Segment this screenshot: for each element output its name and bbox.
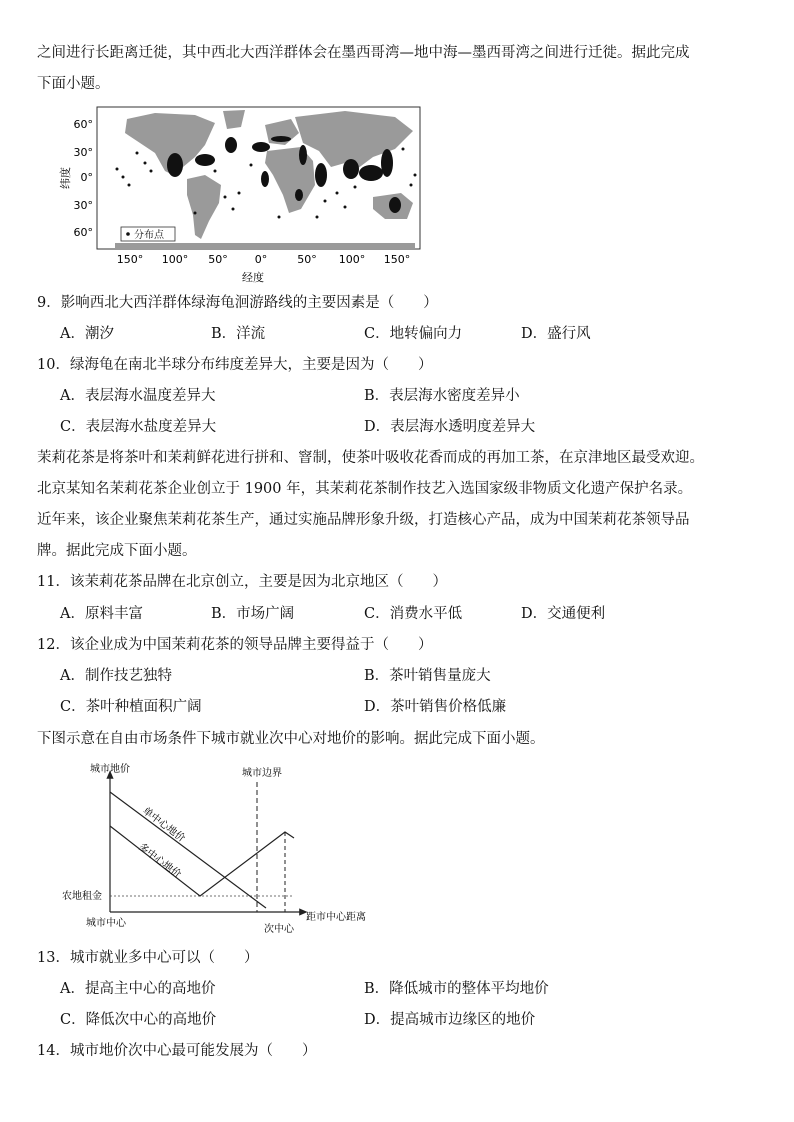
city-center-label: 城市中心: [86, 918, 126, 929]
map-y-tick: 30°: [73, 199, 93, 212]
map-x-tick: 50°: [297, 253, 317, 266]
q9-option-d[interactable]: D．盛行风: [521, 326, 591, 342]
multi-center-label: 多中心地价: [136, 841, 183, 881]
single-center-label: 单中心地价: [140, 805, 187, 845]
map-x-tick: 100°: [161, 253, 189, 266]
question-11: 11．该茉莉花茶品牌在北京创立，主要是因为北京地区（ ）: [37, 574, 447, 590]
world-map-figure: [55, 105, 435, 285]
q10-option-b[interactable]: B．表层海水密度差异小: [364, 388, 520, 404]
q10-option-a[interactable]: A．表层海水温度差异大: [60, 388, 216, 404]
q11-option-c[interactable]: C．消费水平低: [364, 606, 463, 622]
question-14: 14．城市地价次中心最可能发展为（ ）: [37, 1043, 317, 1059]
map-x-label: 经度: [242, 271, 264, 284]
question-9: 9．影响西北大西洋群体绿海龟洄游路线的主要因素是（ ）: [37, 295, 438, 311]
tea-passage-line-2: 北京某知名茉莉花茶企业创立于 1900 年，其茉莉花茶制作技艺入选国家级非物质文化遗产保护名录。: [37, 481, 693, 497]
q13-option-d[interactable]: D．提高城市边缘区的地价: [364, 1012, 536, 1028]
q12-option-a[interactable]: A．制作技艺独特: [60, 668, 172, 684]
land-y-label: 城市地价: [90, 764, 130, 775]
map-x-tick: 150°: [383, 253, 411, 266]
map-x-tick: 0°: [254, 253, 268, 266]
tea-passage-line-1: 茉莉花茶是将茶叶和茉莉鲜花进行拼和、窨制，使茶叶吸收花香而成的再加工茶，在京津地区最受欢迎。: [37, 450, 704, 466]
intro-line-2: 下面小题。: [37, 76, 110, 92]
q11-option-d[interactable]: D．交通便利: [521, 606, 606, 622]
q12-option-b[interactable]: B．茶叶销售量庞大: [364, 668, 491, 684]
map-x-tick: 100°: [338, 253, 366, 266]
farm-rent-label: 农地租金: [62, 891, 102, 902]
map-y-tick: 60°: [73, 118, 93, 131]
q9-option-b[interactable]: B．洋流: [211, 326, 266, 342]
q11-option-b[interactable]: B．市场广阔: [211, 606, 295, 622]
q10-option-c[interactable]: C．表层海水盐度差异大: [60, 419, 217, 435]
land-x-label: 距市中心距离: [306, 912, 366, 923]
map-x-tick: 50°: [208, 253, 228, 266]
tea-passage-line-3: 近年来，该企业聚焦茉莉花茶生产，通过实施品牌形象升级，打造核心产品，成为中国茉莉花茶领导品: [37, 512, 690, 528]
q10-option-d[interactable]: D．表层海水透明度差异大: [364, 419, 536, 435]
q9-option-a[interactable]: A．潮汐: [60, 326, 114, 342]
q13-option-c[interactable]: C．降低次中心的高地价: [60, 1012, 217, 1028]
map-legend-label: 分布点: [134, 230, 164, 241]
q12-option-d[interactable]: D．茶叶销售价格低廉: [364, 699, 507, 715]
map-y-tick: 30°: [73, 146, 93, 159]
map-y-label: 纬度: [59, 167, 72, 189]
intro-line-1: 之间进行长距离迁徙，其中西北大西洋群体会在墨西哥湾—地中海—墨西哥湾之间进行迁徙。据此完成: [37, 45, 690, 61]
q11-option-a[interactable]: A．原料丰富: [60, 606, 143, 622]
q12-option-c[interactable]: C．茶叶种植面积广阔: [60, 699, 202, 715]
q9-option-c[interactable]: C．地转偏向力: [364, 326, 463, 342]
sub-center-label: 次中心: [264, 924, 294, 935]
land-price-figure: [60, 760, 390, 940]
question-13: 13．城市就业多中心可以（ ）: [37, 950, 259, 966]
map-y-tick: 60°: [73, 226, 93, 239]
question-10: 10．绿海龟在南北半球分布纬度差异大，主要是因为（ ）: [37, 357, 433, 373]
q13-option-a[interactable]: A．提高主中心的高地价: [60, 981, 216, 997]
question-12: 12．该企业成为中国茉莉花茶的领导品牌主要得益于（ ）: [37, 637, 433, 653]
map-y-tick: 0°: [80, 171, 93, 184]
tea-passage-line-4: 牌。据此完成下面小题。: [37, 543, 197, 559]
city-boundary-label: 城市边界: [242, 768, 282, 779]
q13-option-b[interactable]: B．降低城市的整体平均地价: [364, 981, 549, 997]
city-passage: 下图示意在自由市场条件下城市就业次中心对地价的影响。据此完成下面小题。: [37, 731, 545, 747]
map-x-tick: 150°: [116, 253, 144, 266]
